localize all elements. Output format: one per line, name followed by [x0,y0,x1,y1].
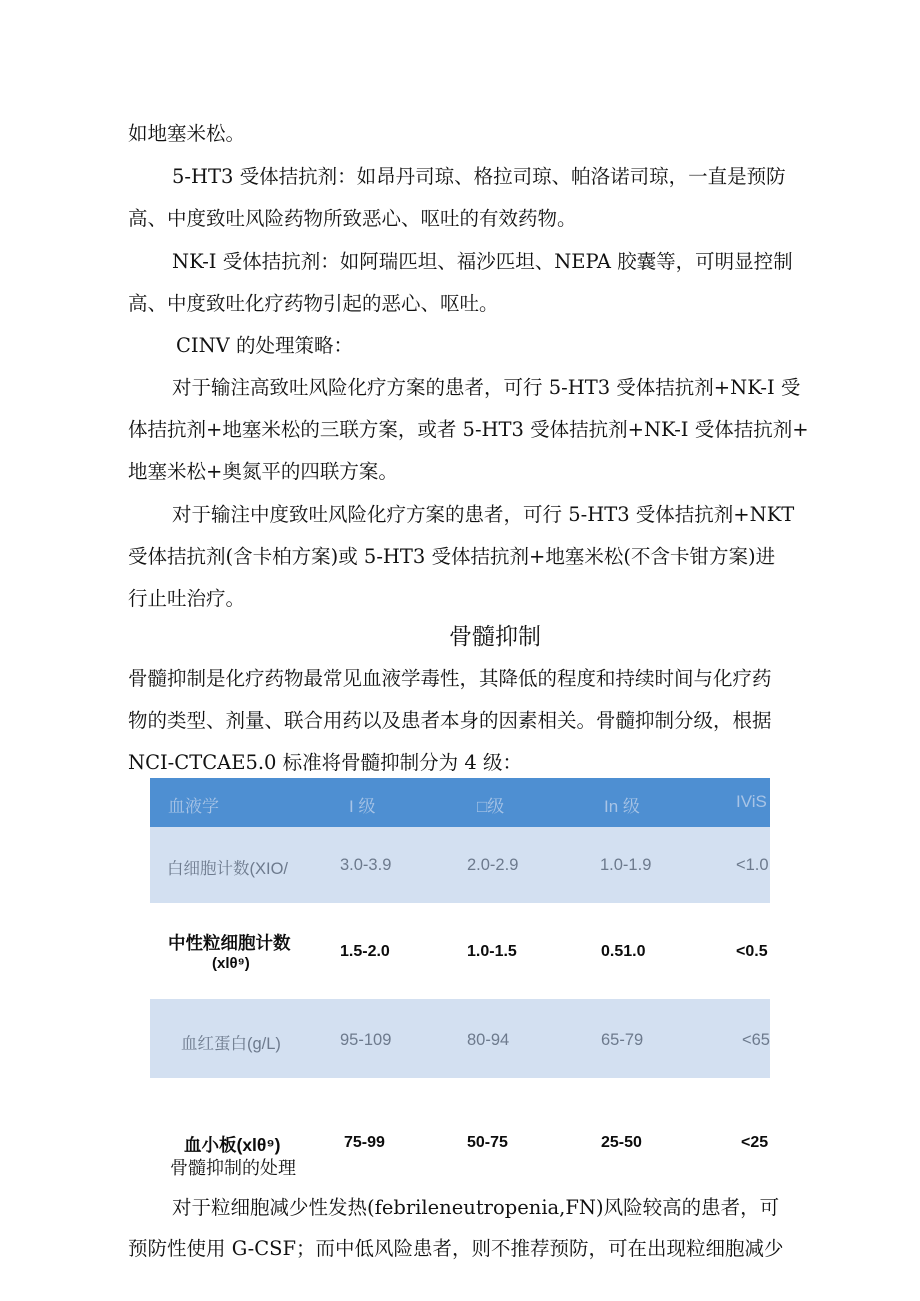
table-cell: 1.0-1.5 [467,943,517,960]
table-cell: 75-99 [344,1134,385,1151]
table-header-band [150,778,770,827]
row-label-unit: (xlθ⁹) [212,955,250,972]
table-cell: 3.0-3.9 [340,856,392,874]
column-header: 血液学 [168,797,219,816]
paragraph-line: NCI-CTCAE5.0 标准将骨髓抑制分为 4 级： [128,751,522,774]
row-label: 中性粒细胞计数 [168,933,291,953]
paragraph-line: 对于输注高致吐风险化疗方案的患者，可行 5-HT3 受体拮抗剂+NK-I 受 [172,376,801,399]
section-heading: 骨髓抑制 [449,624,541,650]
table-cell: <0.5 [736,943,768,960]
paragraph-line: 对于输注中度致吐风险化疗方案的患者，可行 5-HT3 受体拮抗剂+NKT [172,503,795,526]
table-cell: 95-109 [340,1031,392,1049]
paragraph-line: 骨髓抑制是化疗药物最常见血液学毒性，其降低的程度和持续时间与化疗药 [128,667,772,690]
table-cell: 1.0-1.9 [600,856,652,874]
paragraph-line: NK-I 受体拮抗剂：如阿瑞匹坦、福沙匹坦、NEPA 胶囊等，可明显控制 [172,250,793,273]
row-label: 血小板(xlθ⁹) [184,1135,281,1155]
table-cell: 80-94 [467,1031,510,1049]
table-cell: 1.5-2.0 [340,943,390,960]
paragraph-line: 如地塞米松。 [128,122,246,145]
subheading: 骨髓抑制的处理 [170,1158,296,1179]
paragraph-line: 受体拮抗剂(含卡柏方案)或 5-HT3 受体拮抗剂+地塞米松(不含卡钳方案)进 [128,545,776,568]
paragraph-line: 高、中度致吐风险药物所致恶心、呕吐的有效药物。 [128,207,577,230]
paragraph-line: 5-HT3 受体拮抗剂：如昂丹司琼、格拉司琼、帕洛诺司琼，一直是预防 [172,165,786,188]
paragraph-line: 预防性使用 G-CSF；而中低风险患者，则不推荐预防，可在出现粒细胞减少 [128,1237,784,1260]
table-cell: 50-75 [467,1134,508,1151]
paragraph-line: 行止吐治疗。 [128,587,246,610]
column-header: □级 [477,797,505,816]
row-label: 血红蛋白(g/L) [181,1035,281,1053]
table-cell: 2.0-2.9 [467,856,519,874]
table-cell: <25 [741,1134,769,1151]
paragraph-line: 地塞米松+奥氮平的四联方案。 [128,460,398,483]
paragraph-line: 体拮抗剂+地塞米松的三联方案，或者 5-HT3 受体拮抗剂+NK-I 受体拮抗剂+ [128,418,809,441]
table-cell: <1.0 [736,856,769,874]
column-header: In 级 [604,797,640,816]
row-label: 白细胞计数(XIO/ [167,860,289,878]
paragraph-line: 高、中度致吐化疗药物引起的恶心、呕吐。 [128,292,499,315]
paragraph-line: 物的类型、剂量、联合用药以及患者本身的因素相关。骨髓抑制分级，根据 [128,709,772,732]
paragraph-line: 对于粒细胞减少性发热(febrileneutropenia,FN)风险较高的患者，可 [172,1196,780,1219]
table-cell: <65 [742,1031,770,1049]
table-cell: 0.51.0 [601,943,646,960]
column-header: IViS [736,792,767,811]
column-header: I 级 [349,797,376,816]
table-cell: 65-79 [601,1031,644,1049]
table-cell: 25-50 [601,1134,642,1151]
paragraph-line: CINV 的处理策略： [176,334,353,357]
